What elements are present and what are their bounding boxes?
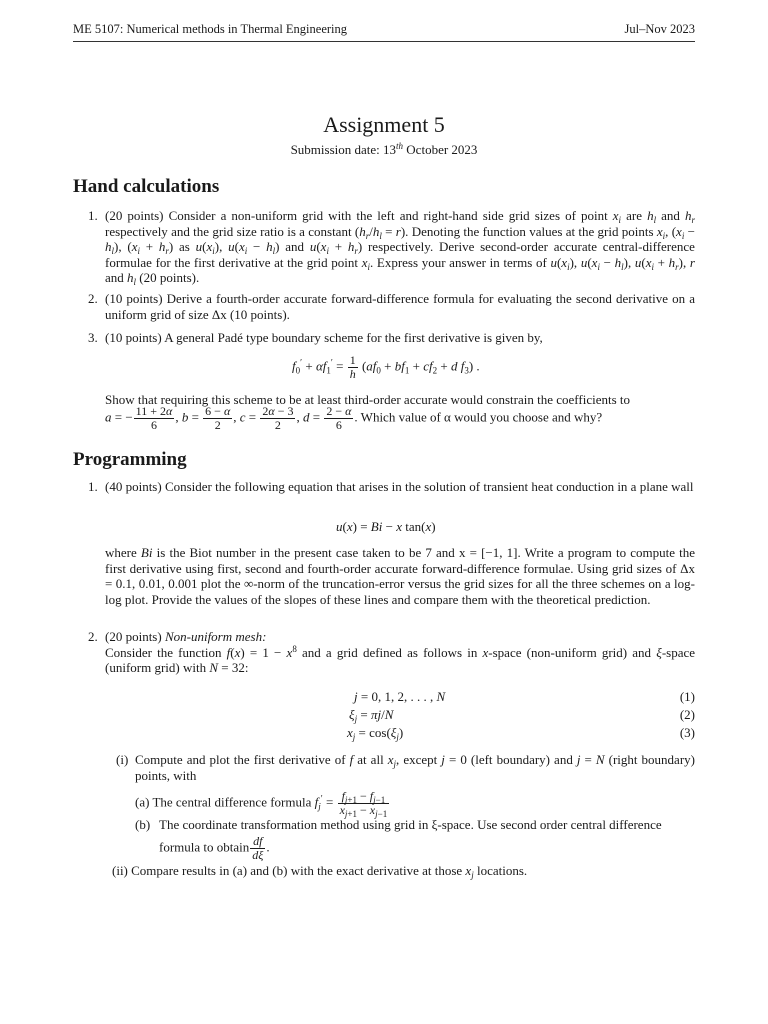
eq-number-2: (2) (679, 707, 695, 722)
hand-question-3-follow: Show that requiring this scheme to be at least third-order accurate would constrain the coefficients to (105, 392, 631, 407)
prog-question-2: 2. (20 points) Non-uniform mesh: Consider the function $f(x) = 1 - x^8$ and a grid defined as follows in x-space (non-uniform grid) and ξ-space (uniform grid) with N = 32: (88, 629, 696, 675)
section-hand-calculations: Hand calculations (73, 176, 220, 197)
prog-question-1: 1. (40 points) Consider the following equation that arises in the solution of transient heat conduction in a plane wall (88, 479, 694, 494)
eq-number-3: (3) (679, 725, 695, 740)
hand-question-1: 1. (20 points) Consider a non-uniform grid with the left and right-hand side grid sizes of point $x_i$ are $h_l$ and $h_r$ respectively and the grid size ratio is a constant $(h_r/h_l = r)$. Denoting the function values at the grid points $x_i$, $(x_i - h_l)$, $(x_i + h_r)$ as $u(x_i)$, $u(x_i - h_l)$ and $u(x_i + h_r)$ respectively. Derive second-order accurate central-difference formulae for the first derivative at the grid point $x_i$. Express your answer in terms of $u(x_i)$, $u(x_i - h_l)$, $u(x_i + h_r)$, r and $h_l$ (20 points). (88, 208, 695, 287)
section-programming: Programming (73, 449, 187, 470)
grid-eq-2: $\xi_j = \pi j/N$ (349, 707, 394, 724)
hand-question-2: 2. (10 points) Derive a fourth-order accurate forward-difference formula for evaluating the second derivative on a uniform grid of size Δx (10 points). (88, 291, 695, 322)
header-rule (73, 41, 695, 42)
biot-equation: u(x) = Bi − x tan(x) (336, 519, 436, 534)
pade-equation: $f_0' + \alpha f_1'$ = $\frac{1}{h}$ ($af_0 + bf_1 + cf_2 + d$ $f_3$) . (292, 353, 480, 381)
term-label: Jul–Nov 2023 (624, 22, 695, 36)
submission-date: Submission date: 13th October 2023 (290, 141, 478, 157)
eq-number-1: (1) (679, 689, 695, 704)
pade-coefficients: a = − $\frac{11 + 2\alpha}{6}$ , b = $\frac{6 - \alpha}{2}$ , c = $\frac{2\alpha - 3}{2}$ , d = $\frac{2 - \alpha}{6}$ . Which value of α would you choose and why? (105, 404, 603, 432)
grid-eq-3: $x_j = \cos(\xi_j)$ (347, 725, 404, 742)
sub-item-a: (a) The central difference formula $f_j'$ = $\frac{f_{j+1} - f_{j-1}}{x_{j+1} - x_{j-1}}$ (135, 789, 388, 819)
grid-eq-1: j = 0, 1, 2, . . . , N (354, 689, 446, 704)
sub-item-b: (b) The coordinate transformation method using grid in ξ-space. Use second order central difference formula to obtain $\frac{df}{d\xi}$ . (135, 817, 662, 862)
course-title: ME 5107: Numerical methods in Thermal Engineering (73, 22, 348, 36)
sub-item-i: (i) Compute and plot the first derivative of f at all $x_j$, except j = 0 (left boundary) and j = N (right boundary) points, with (116, 752, 695, 783)
page-title: Assignment 5 (323, 112, 445, 137)
sub-item-ii: (ii) Compare results in (a) and (b) with the exact derivative at those $x_j$ locations. (112, 863, 528, 880)
running-header (73, 22, 695, 40)
hand-question-3: 3. (10 points) A general Padé type boundary scheme for the first derivative is given by, (88, 330, 543, 345)
prog-question-1-body: where Bi is the Biot number in the present case taken to be 7 and x = [−1, 1]. Write a program to compute the first derivative using first, second and fourth-order accurate forward-difference formulae. Using grid sizes of Δx = 0.1, 0.01, 0.001 plot the ∞-norm of the truncation-error versus the grid sizes for all the three schemes on a log-log plot. Provide the values of the slopes of these lines and compare them with the theoretical prediction. (105, 545, 696, 607)
